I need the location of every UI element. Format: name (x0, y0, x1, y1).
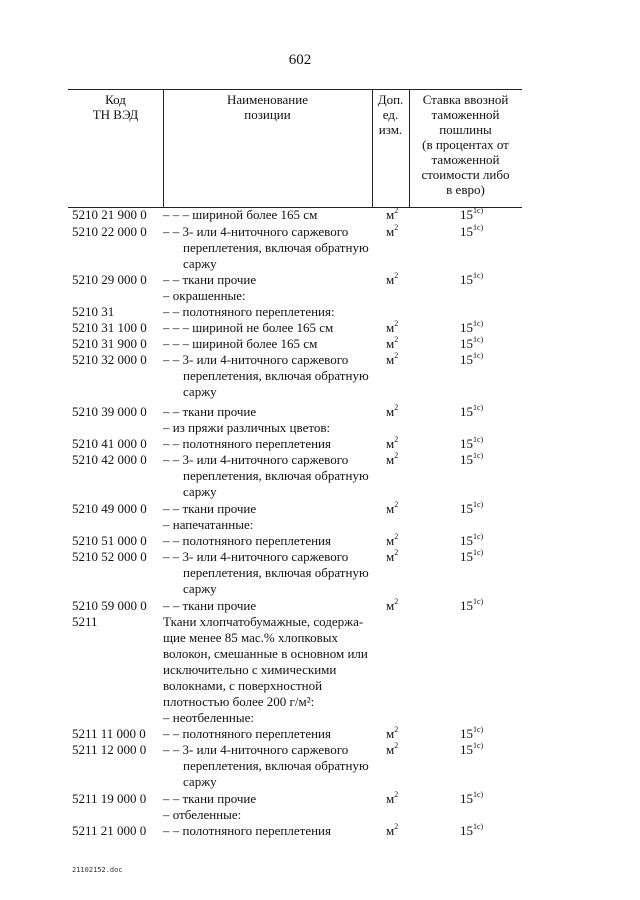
description-line: – – ткани прочие (163, 404, 257, 419)
description-line: переплетения, включая обратную (183, 468, 369, 483)
description-line: саржу (183, 384, 217, 399)
rate-text: 15 (460, 501, 473, 516)
row-description (163, 224, 378, 272)
table-row (0, 533, 640, 549)
row-description (163, 710, 378, 726)
row-rate (460, 436, 483, 452)
unit-text: м (386, 336, 395, 351)
description-line: волокон, смешанные в основном или (163, 646, 368, 661)
row-description (163, 791, 378, 807)
unit-text: м (386, 224, 395, 239)
row-unit (386, 791, 398, 807)
description-line: – – 3- или 4-ниточного саржевого (163, 549, 349, 564)
rate-text: 15 (460, 224, 473, 239)
header-code (68, 92, 163, 122)
row-rate (460, 549, 483, 565)
unit-superscript: 2 (394, 351, 399, 360)
row-description (163, 288, 378, 304)
table-row (0, 304, 640, 320)
row-rate (460, 742, 483, 758)
rate-text: 15 (460, 207, 473, 222)
row-rate (460, 320, 483, 336)
rate-text: 15 (460, 742, 473, 757)
rate-text: 15 (460, 352, 473, 367)
description-line: саржу (183, 484, 217, 499)
row-unit (386, 823, 398, 839)
row-rate (460, 598, 483, 614)
row-unit (386, 224, 398, 240)
unit-text: м (386, 598, 395, 613)
row-code: 5210 32 000 0 (72, 352, 147, 367)
tariff-rows (0, 207, 640, 839)
description-line: – напечатанные: (163, 517, 254, 532)
table-row (0, 420, 640, 436)
header-line: пошлины (439, 122, 492, 137)
header-line: Ставка ввозной (422, 92, 509, 107)
unit-superscript: 2 (394, 741, 399, 750)
row-rate (460, 791, 483, 807)
row-description (163, 420, 378, 436)
unit-text: м (386, 272, 395, 287)
rate-superscript: 1с) (473, 725, 484, 734)
unit-superscript: 2 (394, 548, 399, 557)
footer-filename: 21102152.doc (72, 866, 123, 874)
unit-text: м (386, 823, 395, 838)
rate-superscript: 1с) (473, 451, 484, 460)
table-row (0, 336, 640, 352)
description-line: – из пряжи различных цветов: (163, 420, 331, 435)
row-code: 5210 41 000 0 (72, 436, 147, 451)
row-rate (460, 272, 483, 288)
description-line: – – – шириной более 165 см (163, 207, 318, 222)
unit-text: м (386, 726, 395, 741)
row-code: 5211 19 000 0 (72, 791, 147, 806)
unit-text: м (386, 791, 395, 806)
page-number: 602 (288, 52, 312, 68)
description-line: – – ткани прочие (163, 598, 257, 613)
row-description (163, 598, 378, 614)
unit-superscript: 2 (394, 725, 399, 734)
header-line: изм. (378, 122, 403, 137)
row-code: 5210 39 000 0 (72, 404, 147, 419)
row-unit (386, 533, 398, 549)
rate-superscript: 1с) (473, 335, 484, 344)
row-description (163, 404, 378, 420)
rate-superscript: 1с) (473, 532, 484, 541)
row-unit (386, 452, 398, 468)
unit-superscript: 2 (394, 435, 399, 444)
table-row (0, 224, 640, 272)
unit-text: м (386, 436, 395, 451)
unit-superscript: 2 (394, 790, 399, 799)
row-description (163, 436, 378, 452)
row-unit (386, 352, 398, 368)
row-code: 5210 22 000 0 (72, 224, 147, 239)
description-line: щие менее 85 мас.% хлопковых (163, 630, 338, 645)
rate-text: 15 (460, 823, 473, 838)
unit-superscript: 2 (394, 335, 399, 344)
description-line: переплетения, включая обратную (183, 240, 369, 255)
rate-text: 15 (460, 549, 473, 564)
header-line: Доп. (377, 92, 404, 107)
row-description (163, 807, 378, 823)
header-line: ед. (382, 107, 399, 122)
description-line: – – полотняного переплетения (163, 533, 331, 548)
header-rate (409, 92, 522, 197)
unit-text: м (386, 352, 395, 367)
header-line: стоимости либо (421, 167, 510, 182)
row-description (163, 726, 378, 742)
row-description (163, 272, 378, 288)
row-rate (460, 823, 483, 839)
row-rate (460, 224, 483, 240)
rate-text: 15 (460, 336, 473, 351)
row-unit (386, 549, 398, 565)
description-line: волокнами, с поверхностной (163, 678, 323, 693)
description-line: саржу (183, 256, 217, 271)
header-line: позиции (244, 107, 291, 122)
row-rate (460, 404, 483, 420)
description-line: – окрашенные: (163, 288, 246, 303)
table-row (0, 742, 640, 791)
unit-superscript: 2 (394, 532, 399, 541)
row-description (163, 452, 378, 500)
row-unit (386, 436, 398, 452)
description-line: – – 3- или 4-ниточного саржевого (163, 352, 349, 367)
row-unit (386, 742, 398, 758)
rate-superscript: 1с) (473, 403, 484, 412)
table-row (0, 598, 640, 614)
rate-text: 15 (460, 436, 473, 451)
description-line: плотностью более 200 г/м²: (163, 694, 315, 709)
row-description (163, 352, 378, 400)
table-row (0, 791, 640, 807)
table-row (0, 452, 640, 501)
description-line: переплетения, включая обратную (183, 758, 369, 773)
row-code: 5210 52 000 0 (72, 549, 147, 564)
unit-superscript: 2 (394, 223, 399, 232)
row-description (163, 517, 378, 533)
header-line: Код (105, 92, 126, 107)
row-unit (386, 598, 398, 614)
row-rate (460, 726, 483, 742)
table-row (0, 726, 640, 742)
rate-superscript: 1с) (473, 597, 484, 606)
rate-superscript: 1с) (473, 319, 484, 328)
description-line: – – 3- или 4-ниточного саржевого (163, 452, 349, 467)
unit-text: м (386, 404, 395, 419)
rate-superscript: 1с) (473, 435, 484, 444)
row-code: 5211 11 000 0 (72, 726, 146, 741)
row-code: 5210 42 000 0 (72, 452, 147, 467)
description-line: – – ткани прочие (163, 791, 257, 806)
rate-text: 15 (460, 272, 473, 287)
unit-text: м (386, 452, 395, 467)
header-line: ТН ВЭД (92, 107, 139, 122)
table-row (0, 501, 640, 517)
header-line: таможенной (431, 152, 500, 167)
row-description (163, 823, 378, 839)
table-row (0, 352, 640, 404)
row-code: 5210 49 000 0 (72, 501, 147, 516)
table-row (0, 207, 640, 224)
description-line: – – полотняного переплетения: (163, 304, 335, 319)
row-code: 5210 29 000 0 (72, 272, 147, 287)
description-line: исключительно с химическими (163, 662, 337, 677)
row-unit (386, 320, 398, 336)
description-line: – – полотняного переплетения (163, 436, 331, 451)
row-code: 5210 59 000 0 (72, 598, 147, 613)
description-line: – – ткани прочие (163, 272, 257, 287)
unit-superscript: 2 (394, 822, 399, 831)
rate-text: 15 (460, 726, 473, 741)
unit-text: м (386, 207, 395, 222)
description-line: переплетения, включая обратную (183, 565, 369, 580)
description-line: – – – шириной более 165 см (163, 336, 318, 351)
row-unit (386, 501, 398, 517)
row-description (163, 549, 378, 597)
description-line: – – 3- или 4-ниточного саржевого (163, 742, 349, 757)
rate-text: 15 (460, 598, 473, 613)
description-line: саржу (183, 774, 217, 789)
table-top-rule (68, 89, 522, 90)
table-row (0, 517, 640, 533)
row-code: 5210 31 (72, 304, 115, 319)
table-row (0, 404, 640, 420)
unit-superscript: 2 (394, 206, 399, 215)
rate-superscript: 1с) (473, 206, 484, 215)
row-rate (460, 207, 483, 223)
description-line: – – полотняного переплетения (163, 823, 331, 838)
description-line: – неотбеленные: (163, 710, 254, 725)
description-line: переплетения, включая обратную (183, 368, 369, 383)
rate-superscript: 1с) (473, 741, 484, 750)
rate-superscript: 1с) (473, 548, 484, 557)
row-description (163, 304, 378, 320)
unit-text: м (386, 501, 395, 516)
rate-superscript: 1с) (473, 351, 484, 360)
row-description (163, 207, 378, 223)
rate-superscript: 1с) (473, 223, 484, 232)
rate-text: 15 (460, 533, 473, 548)
row-code: 5210 21 900 0 (72, 207, 147, 222)
row-description (163, 742, 378, 790)
description-line: – – ткани прочие (163, 501, 257, 516)
row-unit (386, 336, 398, 352)
header-unit (372, 92, 409, 137)
rate-text: 15 (460, 404, 473, 419)
unit-superscript: 2 (394, 403, 399, 412)
header-line: Наименование (227, 92, 308, 107)
row-code: 5211 21 000 0 (72, 823, 147, 838)
unit-superscript: 2 (394, 597, 399, 606)
row-code: 5210 51 000 0 (72, 533, 147, 548)
table-row (0, 710, 640, 726)
row-description (163, 533, 378, 549)
description-line: – – – шириной не более 165 см (163, 320, 334, 335)
header-line: таможенной (431, 107, 500, 122)
table-row (0, 807, 640, 823)
unit-superscript: 2 (394, 271, 399, 280)
description-line: – отбеленные: (163, 807, 242, 822)
row-description (163, 320, 378, 336)
rate-superscript: 1с) (473, 271, 484, 280)
row-description (163, 336, 378, 352)
row-unit (386, 726, 398, 742)
table-row (0, 614, 640, 710)
rate-superscript: 1с) (473, 822, 484, 831)
table-row (0, 320, 640, 336)
row-code: 5210 31 100 0 (72, 320, 147, 335)
row-code: 5210 31 900 0 (72, 336, 147, 351)
table-row (0, 288, 640, 304)
row-rate (460, 336, 483, 352)
header-line: (в процентах от (422, 137, 509, 152)
description-line: Ткани хлопчатобумажные, содержа- (163, 614, 364, 629)
row-rate (460, 501, 483, 517)
unit-text: м (386, 549, 395, 564)
unit-superscript: 2 (394, 451, 399, 460)
row-unit (386, 404, 398, 420)
rate-text: 15 (460, 452, 473, 467)
header-line: в евро) (446, 182, 485, 197)
description-line: – – полотняного переплетения (163, 726, 331, 741)
row-rate (460, 352, 483, 368)
rate-superscript: 1с) (473, 500, 484, 509)
rate-text: 15 (460, 320, 473, 335)
row-rate (460, 452, 483, 468)
description-line: – – 3- или 4-ниточного саржевого (163, 224, 349, 239)
row-rate (460, 533, 483, 549)
unit-text: м (386, 533, 395, 548)
row-code: 5211 12 000 0 (72, 742, 147, 757)
row-unit (386, 207, 398, 223)
header-name (163, 92, 372, 122)
table-row (0, 272, 640, 288)
row-code: 5211 (72, 614, 98, 629)
table-row (0, 436, 640, 452)
rate-text: 15 (460, 791, 473, 806)
unit-superscript: 2 (394, 500, 399, 509)
unit-text: м (386, 742, 395, 757)
table-row (0, 549, 640, 598)
row-unit (386, 272, 398, 288)
unit-text: м (386, 320, 395, 335)
row-description (163, 614, 378, 710)
description-line: саржу (183, 581, 217, 596)
rate-superscript: 1с) (473, 790, 484, 799)
row-description (163, 501, 378, 517)
table-row (0, 823, 640, 839)
unit-superscript: 2 (394, 319, 399, 328)
